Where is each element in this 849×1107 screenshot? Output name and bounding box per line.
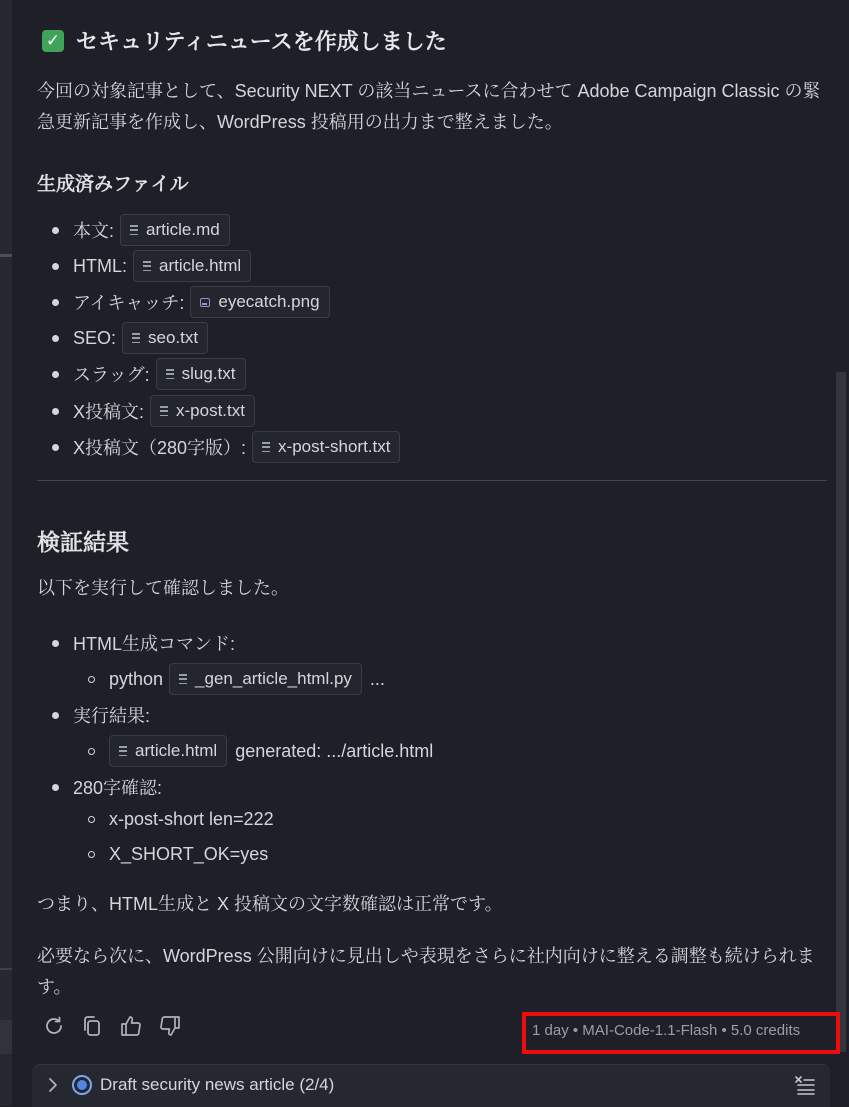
- file-label: SEO:: [73, 327, 117, 348]
- list-item: [52, 395, 255, 427]
- scrollbar-thumb[interactable]: [836, 372, 846, 1052]
- file-chip[interactable]: [156, 358, 246, 390]
- file-chip[interactable]: [190, 286, 329, 318]
- file-label: X投稿文（280字版）:: [73, 438, 247, 458]
- sub-bullet: [88, 851, 95, 858]
- file-name: x-post-short.txt: [278, 437, 391, 456]
- file-name: slug.txt: [181, 364, 236, 383]
- thumbs-down-icon[interactable]: [158, 1014, 182, 1038]
- bullet: [52, 640, 59, 647]
- files-heading: 生成済みファイル: [37, 174, 189, 195]
- sub-bullet: [88, 816, 95, 823]
- bullet: [52, 784, 59, 791]
- progress-radio-icon: [72, 1075, 92, 1095]
- file-chip[interactable]: [169, 663, 362, 695]
- list-item: [52, 286, 330, 318]
- sidebar-block: [0, 1020, 12, 1054]
- list-item: [52, 358, 246, 390]
- file-chip[interactable]: [122, 322, 208, 354]
- file-icon: [143, 261, 151, 271]
- bullet: [52, 335, 59, 342]
- left-sidebar-edge: [0, 0, 12, 1106]
- file-icon: [119, 746, 127, 756]
- file-chip[interactable]: [150, 395, 255, 427]
- file-name: x-post.txt: [176, 401, 245, 420]
- verify-heading: 検証結果: [37, 529, 129, 555]
- bullet: [52, 299, 59, 306]
- list-item: [52, 774, 162, 800]
- bullet: [52, 444, 59, 451]
- retry-icon[interactable]: [42, 1014, 66, 1038]
- message-title-text: セキュリティニュースを作成しました: [76, 29, 447, 54]
- file-label: X投稿文:: [73, 402, 145, 422]
- file-icon: [130, 225, 138, 235]
- file-label: HTML:: [73, 255, 127, 276]
- message-meta: 1 day • MAI-Code-1.1-Flash • 5.0 credits: [532, 1022, 801, 1039]
- file-name: article.html: [135, 741, 218, 760]
- bullet: [52, 371, 59, 378]
- bullet: [52, 408, 59, 415]
- chevron-right-icon[interactable]: [46, 1075, 60, 1095]
- list-item: [52, 702, 150, 728]
- clear-list-icon[interactable]: [793, 1073, 817, 1097]
- verify-label: 実行結果:: [73, 706, 151, 726]
- bullet: [52, 263, 59, 270]
- file-name: article.html: [159, 256, 242, 275]
- file-label: スラッグ:: [73, 365, 150, 385]
- image-icon: [200, 298, 210, 307]
- verify-label: 280字確認:: [73, 778, 163, 798]
- file-chip[interactable]: [120, 214, 230, 246]
- file-icon: [262, 442, 270, 452]
- file-name: article.md: [146, 220, 220, 239]
- file-name: seo.txt: [148, 328, 199, 347]
- list-item: [52, 322, 208, 354]
- sub-bullet: [88, 748, 95, 755]
- list-item: [52, 630, 235, 656]
- list-item: [52, 214, 230, 246]
- sub-list-item: [88, 809, 274, 830]
- file-label: 本文:: [73, 221, 115, 241]
- file-chip[interactable]: [252, 431, 400, 463]
- len-result: x-post-short len=222: [109, 809, 274, 829]
- result-text: generated: .../article.html: [235, 740, 434, 761]
- list-item: [52, 431, 400, 463]
- sub-list-item: [88, 663, 385, 695]
- file-chip[interactable]: [133, 250, 251, 282]
- intro-paragraph: 今回の対象記事として、Security NEXT の該当ニュースに合わせて Adobe Campaign Classic の緊急更新記事を作成し、WordPress 投稿用の出力まで整えました。: [37, 81, 821, 132]
- file-icon: [132, 333, 140, 343]
- verify-intro: 以下を実行して確認しました。: [37, 578, 289, 598]
- verify-label: HTML生成コマンド:: [73, 634, 235, 654]
- sub-bullet: [88, 676, 95, 683]
- check-mark-icon: ✓: [42, 30, 64, 52]
- file-chip[interactable]: [109, 735, 227, 767]
- file-name: _gen_article_html.py: [195, 669, 352, 688]
- file-icon: [160, 406, 168, 416]
- file-icon: [166, 369, 174, 379]
- sidebar-divider: [0, 254, 12, 257]
- file-icon: [179, 674, 187, 684]
- summary-paragraph: つまり、HTML生成と X 投稿文の文字数確認は正常です。: [37, 894, 503, 914]
- sidebar-divider: [0, 968, 12, 970]
- divider: [37, 480, 827, 481]
- cmd-prefix: python: [109, 668, 164, 689]
- thumbs-up-icon[interactable]: [119, 1014, 143, 1038]
- len-ok: X_SHORT_OK=yes: [109, 844, 269, 864]
- copy-icon[interactable]: [80, 1014, 104, 1038]
- next-paragraph: 必要なら次に、WordPress 公開向けに見出しや表現をさらに社内向けに整える調整も続けられます。: [37, 946, 815, 997]
- bullet: [52, 712, 59, 719]
- file-label: アイキャッチ:: [73, 293, 185, 313]
- file-name: eyecatch.png: [218, 292, 320, 311]
- list-item: [52, 250, 251, 282]
- task-label[interactable]: Draft security news article (2/4): [100, 1075, 335, 1094]
- cmd-suffix: ...: [369, 668, 385, 689]
- highlight-box: [522, 1012, 840, 1054]
- message-title: [42, 25, 447, 56]
- sub-list-item: [88, 735, 433, 767]
- bullet: [52, 227, 59, 234]
- sub-list-item: [88, 844, 268, 865]
